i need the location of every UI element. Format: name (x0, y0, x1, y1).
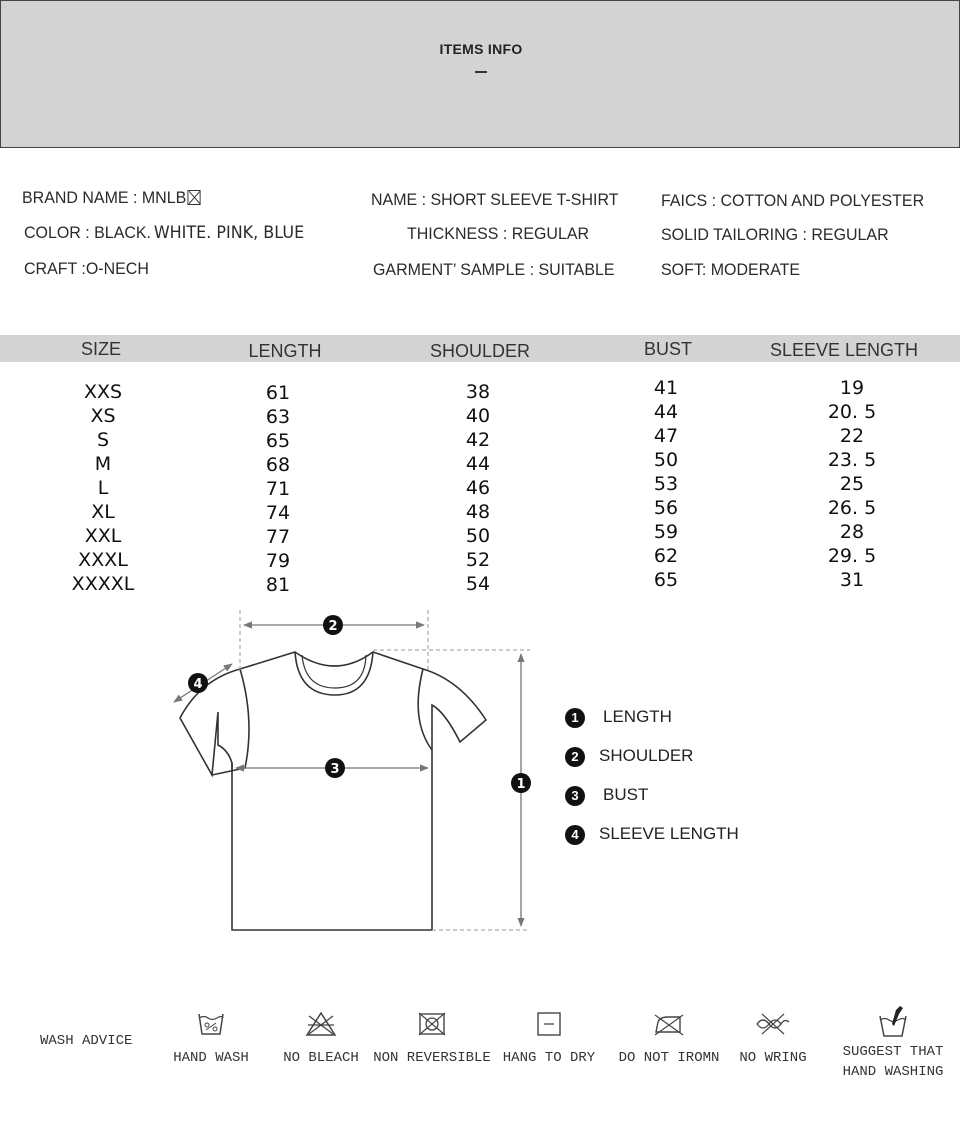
care-item-suggest-hand-washing (823, 1004, 960, 1082)
do-not-iron-icon (652, 1010, 686, 1038)
care-item-hang-to-dry (479, 1010, 619, 1068)
svg-text:1: 1 (516, 777, 526, 792)
column-header-bust: BUST (643, 339, 693, 359)
table-cell: 38 (465, 381, 491, 403)
table-cell: 79 (265, 550, 291, 572)
table-cell: 42 (465, 429, 491, 451)
table-cell: 41 (653, 377, 679, 399)
legend-number: 3 (565, 786, 585, 806)
care-label: HAND WASH (173, 1050, 249, 1066)
info-tailoring: SOLID TAILORING : REGULAR (661, 225, 889, 244)
info-color-values: WHITE. PINK, BLUE (153, 223, 305, 243)
header-divider (475, 71, 487, 73)
table-cell: 50 (465, 525, 491, 547)
table-cell: 22 (839, 425, 865, 447)
care-label: NO BLEACH (283, 1050, 359, 1066)
table-cell: 65 (653, 569, 679, 591)
care-label-line: HAND WASHING (842, 1064, 944, 1080)
table-cell: 54 (465, 573, 491, 595)
marker-4 (188, 673, 208, 693)
legend-label: LENGTH (603, 707, 672, 726)
table-cell: 62 (653, 545, 679, 567)
table-cell: 29. 5 (827, 545, 877, 567)
table-cell: 48 (465, 501, 491, 523)
header-title: ITEMS INFO (439, 41, 523, 57)
size-column (72, 380, 135, 596)
table-cell: 28 (839, 521, 865, 543)
care-label (823, 1042, 960, 1082)
tshirt-outline (418, 669, 432, 750)
table-cell: 26. 5 (827, 497, 877, 519)
table-cell: XXXXL (71, 573, 135, 595)
no-bleach-icon (305, 1010, 337, 1038)
table-cell: 44 (653, 401, 679, 423)
table-cell: 56 (653, 497, 679, 519)
table-cell: M (94, 453, 112, 475)
table-cell: 25 (839, 473, 865, 495)
svg-text:4: 4 (193, 677, 203, 692)
info-garment-sample: GARMENT’ SAMPLE : SUITABLE (373, 260, 615, 279)
info-brand: BRAND NAME : MNLB (22, 188, 200, 208)
table-cell: 23. 5 (827, 449, 877, 471)
care-label: NO WRING (739, 1050, 807, 1066)
table-cell: 47 (653, 425, 679, 447)
table-cell: XL (91, 501, 115, 523)
table-cell: 44 (465, 453, 491, 475)
column-header-shoulder: SHOULDER (429, 341, 531, 361)
bust-column (654, 376, 678, 592)
column-header-sleeve-length: SLEEVE LENGTH (769, 340, 919, 360)
legend-number: 2 (565, 747, 585, 767)
tshirt-outline (180, 652, 486, 930)
table-cell: S (96, 429, 110, 451)
table-cell: XXXL (78, 549, 128, 571)
table-cell: 77 (265, 526, 291, 548)
care-label: HANG TO DRY (502, 1050, 596, 1066)
table-cell: 74 (265, 502, 291, 524)
table-cell: 53 (653, 473, 679, 495)
marker-3 (325, 758, 345, 778)
table-cell: 71 (265, 478, 291, 500)
no-wring-icon (753, 1010, 793, 1038)
column-header-length: LENGTH (248, 341, 322, 361)
legend-number: 1 (565, 708, 585, 728)
table-cell: XXS (83, 381, 123, 403)
table-cell: 46 (465, 477, 491, 499)
table-cell: 50 (653, 449, 679, 471)
legend-label: BUST (603, 785, 649, 804)
table-cell: 20. 5 (827, 401, 877, 423)
shoulder-column (466, 380, 490, 596)
info-fabric: FAICS : COTTON AND POLYESTER (661, 191, 925, 210)
sleeve-length-column (828, 376, 876, 592)
info-soft: SOFT: MODERATE (661, 260, 801, 279)
care-item-no-wring (703, 1010, 843, 1068)
table-cell: 65 (265, 430, 291, 452)
table-cell: 52 (465, 549, 491, 571)
marker-2 (323, 615, 343, 635)
table-cell: 81 (265, 574, 291, 596)
wash-advice-title: WASH ADVICE (40, 1033, 133, 1049)
items-info-header (0, 0, 960, 148)
table-cell: 63 (265, 406, 291, 428)
table-cell: 61 (265, 382, 291, 404)
table-cell: 59 (653, 521, 679, 543)
hand-wash-icon (196, 1010, 226, 1038)
length-column (266, 381, 290, 597)
tshirt-collar (302, 655, 366, 688)
care-label: DO NOT IROMN (618, 1050, 720, 1066)
hang-to-dry-icon (534, 1010, 564, 1038)
legend-label: SHOULDER (599, 746, 694, 765)
info-craft: CRAFT :O-NECH (24, 259, 149, 278)
table-cell: XXL (84, 525, 122, 547)
table-cell: 19 (839, 377, 865, 399)
column-header-size: SIZE (80, 339, 122, 359)
checkbox-icon (187, 190, 200, 205)
suggest-hand-washing-icon (876, 1004, 910, 1038)
legend-number: 4 (565, 825, 585, 845)
marker-1 (511, 773, 531, 793)
care-label-line: SUGGEST THAT (842, 1044, 944, 1060)
info-color: COLOR : BLACK. WHITE. PINK, BLUE (24, 223, 305, 243)
legend-label: SLEEVE LENGTH (599, 824, 739, 843)
table-cell: L (97, 477, 109, 499)
info-name: NAME : SHORT SLEEVE T-SHIRT (371, 190, 619, 209)
table-cell: 40 (465, 405, 491, 427)
table-cell: XS (90, 405, 116, 427)
tshirt-measurement-diagram (160, 600, 550, 945)
table-cell: 31 (839, 569, 865, 591)
care-label: NON REVERSIBLE (373, 1050, 491, 1066)
non-reversible-icon (416, 1010, 448, 1038)
svg-text:2: 2 (328, 619, 338, 634)
svg-text:3: 3 (330, 762, 340, 777)
info-thickness: THICKNESS : REGULAR (407, 224, 590, 243)
table-cell: 68 (265, 454, 291, 476)
